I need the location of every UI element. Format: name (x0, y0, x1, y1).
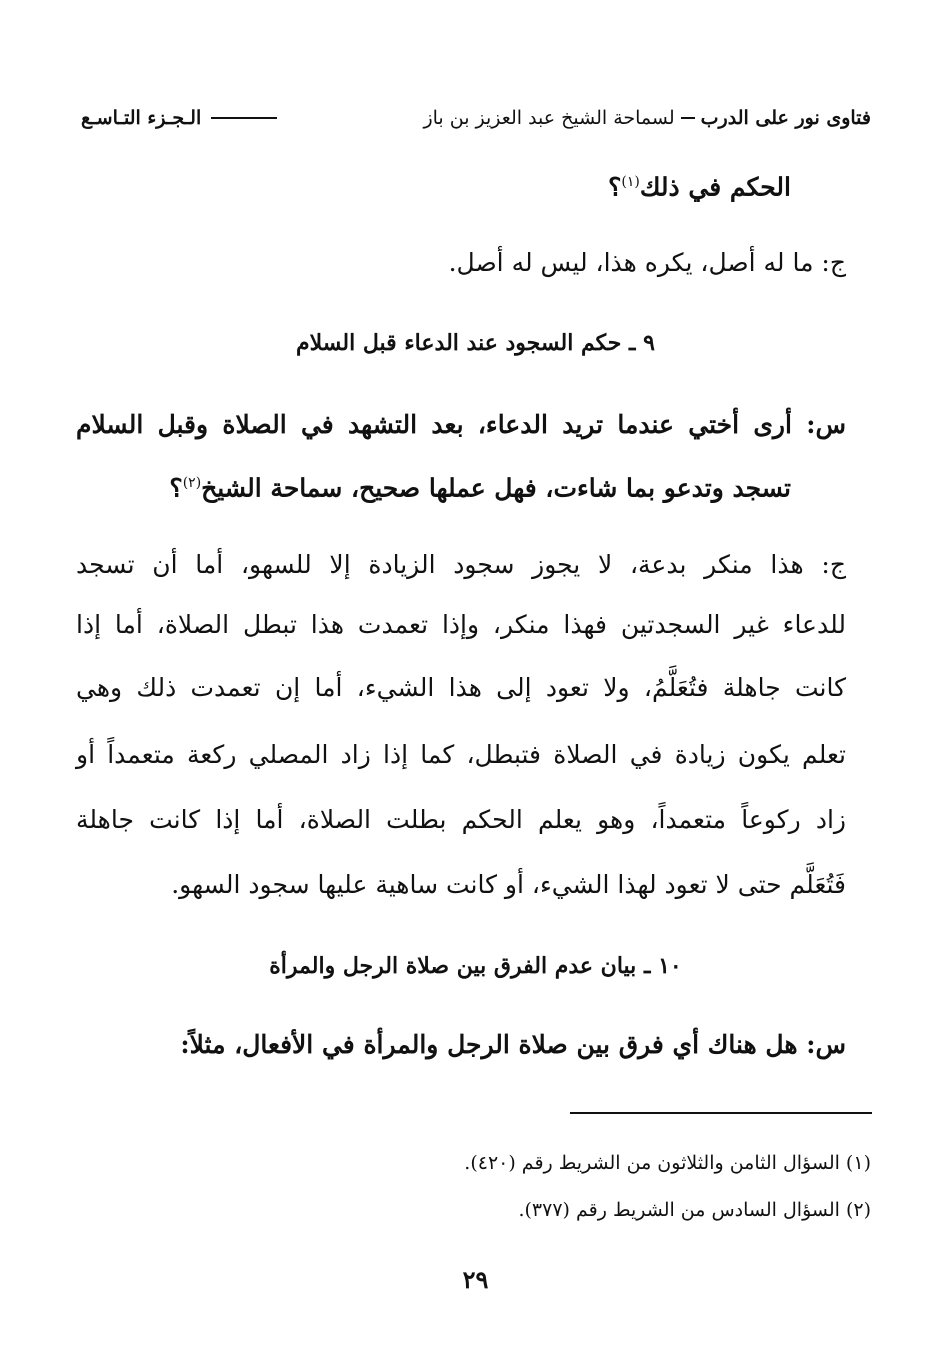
author-line: لسماحة الشيخ عبد العزيز بن باز (423, 107, 675, 129)
answer-2-line-1: ج: هذا منكر بدعة، لا يجوز سجود الزيادة إلا للسهو، أما أن تسجد (76, 550, 846, 579)
question-continuation (91, 162, 791, 207)
running-header (81, 100, 871, 136)
answer-1: ج: ما له أصل، يكره هذا، ليس له أصل. (448, 248, 846, 277)
footnote-divider (570, 1112, 872, 1114)
question-2-line-2 (91, 463, 791, 508)
footnote-ref-2: (٢) (182, 475, 202, 491)
question-2-mark: ؟ (169, 473, 183, 503)
answer-2-line-6: فَتُعَلَّم حتى لا تعود لهذا الشيء، أو كانت ساهية عليها سجود السهو. (171, 870, 846, 899)
footnote-2: (٢) السؤال السادس من الشريط رقم (٣٧٧). (518, 1199, 871, 1221)
question-2-line-1: س: أرى أختي عندما تريد الدعاء، بعد التشهد في الصلاة وقبل السلام (76, 410, 846, 439)
page-number: ٢٩ (462, 1265, 489, 1294)
footnote-ref-1: (١) (621, 174, 640, 190)
section-heading-10: ١٠ ـ بيان عدم الفرق بين صلاة الرجل والمرأة (269, 953, 682, 979)
header-separator-short (681, 117, 695, 119)
answer-2-line-3: كانت جاهلة فتُعَلَّمُ، ولا تعود إلى هذا الشيء، أما إن تعمدت ذلك وهي (76, 673, 846, 702)
volume-label: الـجـزء التـاسـع (81, 107, 202, 129)
book-title: فتاوى نور على الدرب (700, 107, 871, 129)
footnote-1: (١) السؤال الثامن والثلاثون من الشريط رقم (٤٢٠). (464, 1152, 871, 1174)
question-2-line-2-text: تسجد وتدعو بما شاءت، فهل عملها صحيح، سماحة الشيخ (201, 473, 791, 503)
header-separator-long (211, 117, 277, 119)
running-header-title-group (423, 107, 871, 129)
answer-2-line-2: للدعاء غير السجدتين فهذا منكر، وإذا تعمدت هذا تبطل الصلاة، أما إذا (76, 610, 846, 639)
question-mark: ؟ (608, 172, 622, 202)
question-3-line-1: س: هل هناك أي فرق بين صلاة الرجل والمرأة في الأفعال، مثلاً: (180, 1030, 846, 1059)
question-continuation-text: الحكم في ذلك (639, 172, 791, 202)
answer-2-line-5: زاد ركوعاً متعمداً، وهو يعلم الحكم بطلت الصلاة، أما إذا كانت جاهلة (76, 805, 846, 834)
section-heading-9: ٩ ـ حكم السجود عند الدعاء قبل السلام (296, 330, 655, 356)
running-header-volume-group (81, 107, 287, 129)
answer-2-line-4: تعلم يكون زيادة في الصلاة فتبطل، كما إذا زاد المصلي ركعة متعمداً أو (76, 740, 846, 769)
